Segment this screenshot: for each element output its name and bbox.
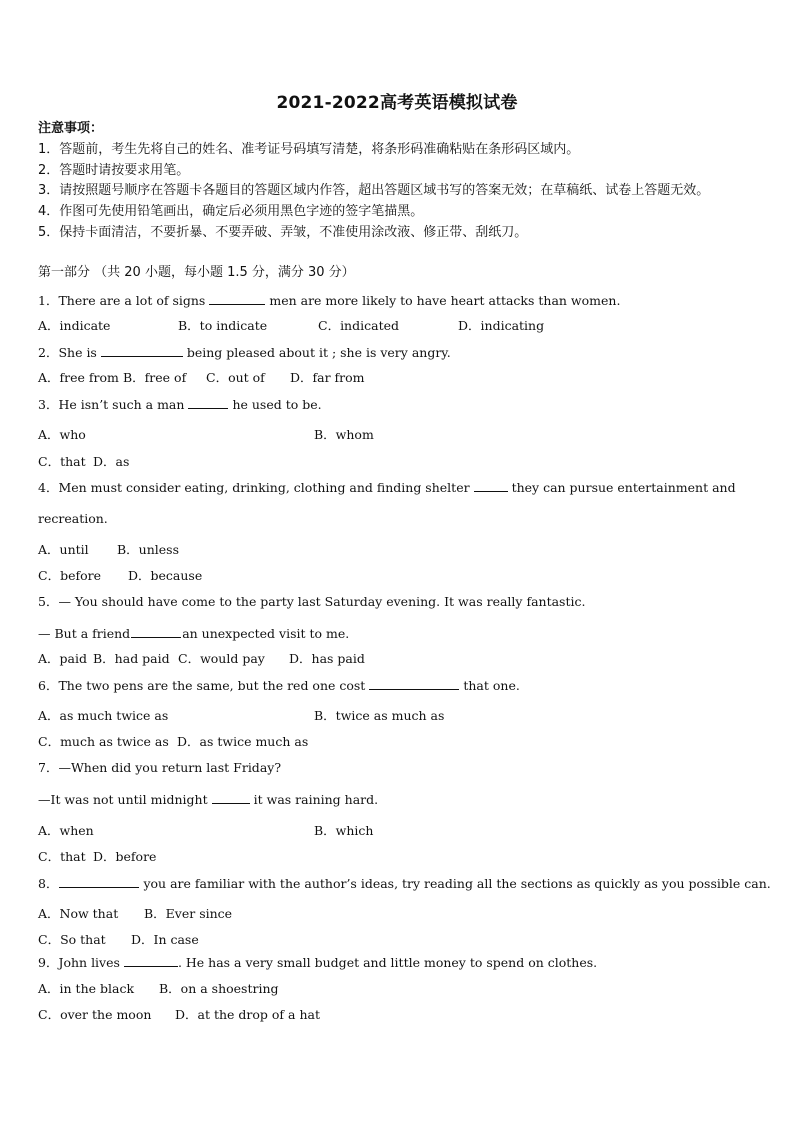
question-5: 5．— You should have come to the party last Saturday evening. It was really fantastic. — [38, 594, 586, 609]
question-text: that one. — [463, 678, 520, 693]
question-2 — [38, 344, 451, 361]
option: D．has paid — [289, 651, 365, 666]
option: B．on a shoestring — [159, 981, 279, 996]
option: D．as twice much as — [177, 734, 309, 749]
notice-heading: 注意事项： — [38, 121, 104, 136]
question-text: — But a friend — [38, 626, 131, 641]
option: C．indicated — [318, 318, 399, 333]
answer-blank — [101, 344, 183, 357]
option: D．indicating — [458, 318, 545, 333]
option: A．free from — [38, 370, 119, 385]
question-7-reply — [38, 791, 378, 808]
question-text: he used to be. — [232, 397, 322, 412]
question-text: they can pursue entertainment and — [511, 480, 736, 495]
answer-blank — [59, 875, 139, 888]
notice-item: 4．作图可先使用铅笔画出，确定后必须用黑色字迹的签字笔描黑。 — [38, 204, 424, 219]
option: D．as — [93, 454, 130, 469]
option: B．whom — [314, 427, 374, 442]
question-4-continued: recreation. — [38, 511, 108, 526]
option: A．in the black — [38, 981, 135, 996]
option: D．In case — [131, 932, 199, 947]
question-6 — [38, 677, 520, 694]
answer-blank — [188, 396, 228, 409]
question-text: 3．He isn’t such a man — [38, 397, 185, 412]
question-text: 4．Men must consider eating, drinking, clothing and finding shelter — [38, 480, 470, 495]
answer-blank — [124, 954, 178, 967]
option: A．indicate — [38, 318, 111, 333]
notice-item: 1．答题前，考生先将自己的姓名、准考证号码填写清楚，将条形码准确粘贴在条形码区域内。 — [38, 142, 580, 157]
option: A．who — [38, 427, 86, 442]
option: C．over the moon — [38, 1007, 152, 1022]
question-text: 2．She is — [38, 345, 97, 360]
question-text: 9．John lives — [38, 955, 120, 970]
question-text: you are familiar with the author’s ideas, try reading all the sections as quickly as you possible can. — [143, 876, 771, 891]
option: C．out of — [206, 370, 265, 385]
question-8 — [38, 875, 771, 892]
option: C．So that — [38, 932, 106, 947]
question-3 — [38, 396, 322, 413]
answer-blank — [131, 625, 181, 638]
question-text: —It was not until midnight — [38, 792, 208, 807]
option: A．paid — [38, 651, 87, 666]
option: C．would pay — [178, 651, 265, 666]
option: C．that — [38, 849, 86, 864]
notice-item: 5．保持卡面清洁，不要折暴、不要弄破、弄皱，不准使用涂改液、修正带、刮纸刀。 — [38, 225, 528, 240]
option: D．because — [128, 568, 203, 583]
option: B．which — [314, 823, 374, 838]
question-7: 7．—When did you return last Friday? — [38, 760, 282, 775]
option: A．as much twice as — [38, 708, 169, 723]
option: C．much as twice as — [38, 734, 169, 749]
question-4 — [38, 479, 736, 496]
notice-item: 2．答题时请按要求用笔。 — [38, 163, 190, 178]
question-text: men are more likely to have heart attacks than women. — [269, 293, 621, 308]
question-text: 8． — [38, 876, 59, 891]
question-text: 1．There are a lot of signs — [38, 293, 206, 308]
question-1 — [38, 292, 620, 309]
question-text: 6．The two pens are the same, but the red one cost — [38, 678, 366, 693]
option: A．Now that — [38, 906, 119, 921]
answer-blank — [212, 791, 250, 804]
option: A．when — [38, 823, 94, 838]
notice-item: 3．请按照题号顺序在答题卡各题目的答题区域内作答，超出答题区域书写的答案无效；在草稿纸、试卷上答题无效。 — [38, 183, 710, 198]
option: B．free of — [123, 370, 187, 385]
option: D．before — [93, 849, 157, 864]
answer-blank — [369, 677, 459, 690]
option: B．Ever since — [144, 906, 233, 921]
option: D．far from — [290, 370, 365, 385]
question-5-reply — [38, 625, 349, 642]
option: B．to indicate — [178, 318, 268, 333]
question-9 — [38, 954, 597, 971]
answer-blank — [209, 292, 265, 305]
option: A．until — [38, 542, 89, 557]
option: D．at the drop of a hat — [175, 1007, 320, 1022]
option: B．had paid — [93, 651, 170, 666]
question-text: it was raining hard. — [253, 792, 379, 807]
exam-title: 2021-2022高考英语模拟试卷 — [276, 93, 518, 113]
section-heading: 第一部分 （共 20 小题，每小题 1.5 分，满分 30 分） — [38, 265, 355, 280]
option: B．twice as much as — [314, 708, 445, 723]
option: C．before — [38, 568, 101, 583]
answer-blank — [474, 479, 508, 492]
question-text: an unexpected visit to me. — [182, 626, 350, 641]
option: C．that — [38, 454, 86, 469]
question-text: . He has a very small budget and little money to spend on clothes. — [177, 955, 598, 970]
question-text: being pleased about it ; she is very angry. — [186, 345, 451, 360]
option: B．unless — [117, 542, 180, 557]
